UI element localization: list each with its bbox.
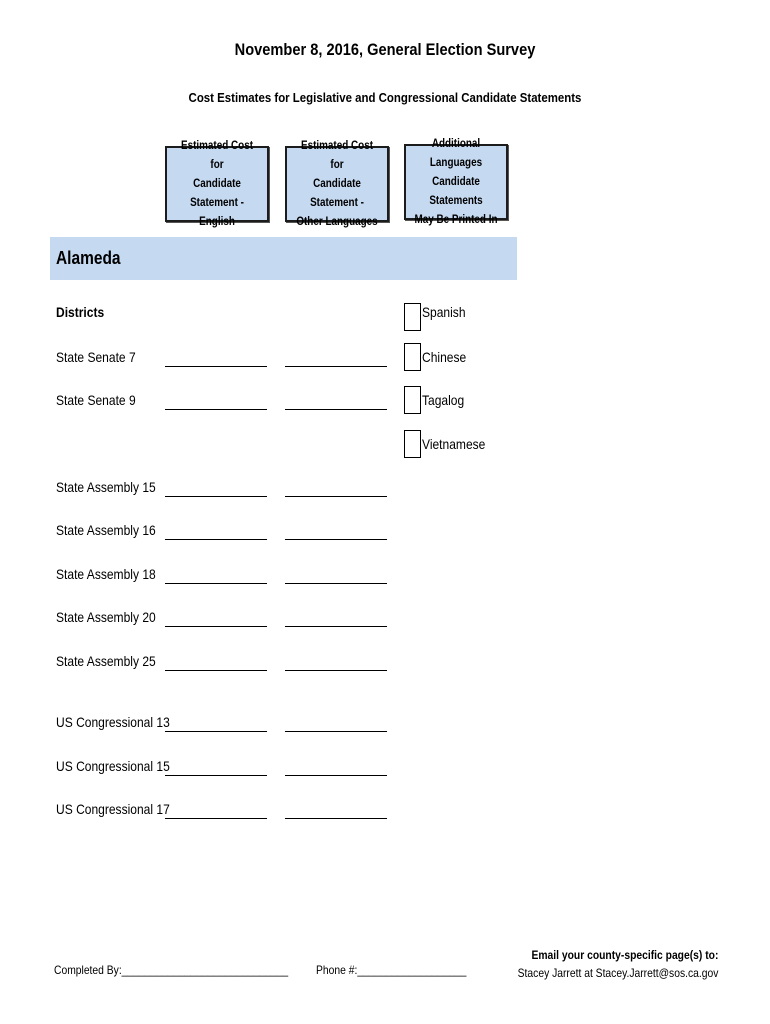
district-label: State Assembly 20 [56,609,156,625]
header-cost-other-languages [285,139,389,228]
cost-other-field[interactable] [285,731,387,732]
cost-english-field[interactable] [165,496,267,497]
cost-english-field[interactable] [165,670,267,671]
cost-english-field[interactable] [165,818,267,819]
district-label: US Congressional 13 [56,714,170,730]
cost-other-field[interactable] [285,496,387,497]
cost-other-field[interactable] [285,626,387,627]
header-additional-languages [404,137,508,226]
email-contact[interactable]: Stacey Jarrett at Stacey.Jarrett@sos.ca.gov [517,966,718,980]
district-label: State Senate 9 [56,392,136,408]
cost-english-field[interactable] [165,583,267,584]
vietnamese-label: Vietnamese [422,436,486,452]
header-cost-english [165,139,269,228]
vietnamese-checkbox[interactable] [404,430,421,458]
cost-english-field[interactable] [165,366,267,367]
spanish-label: Spanish [422,304,466,320]
cost-other-field[interactable] [285,366,387,367]
cost-other-field[interactable] [285,775,387,776]
chinese-checkbox[interactable] [404,343,421,371]
cost-other-field[interactable] [285,818,387,819]
header-cost-other-languages-label: Estimated Cost for Candidate Statement - Other Languages [296,139,378,228]
cost-other-field[interactable] [285,670,387,671]
page-title: November 8, 2016, General Election Survey [234,40,536,59]
chinese-label: Chinese [422,349,467,365]
header-cost-english-label: Estimated Cost for Candidate Statement - English [181,139,253,228]
phone-field[interactable]: Phone #:___________________ [316,963,467,977]
district-label: State Assembly 16 [56,522,156,538]
county-name: Alameda [56,248,121,268]
spanish-checkbox[interactable] [404,303,421,331]
cost-english-field[interactable] [165,775,267,776]
cost-english-field[interactable] [165,626,267,627]
districts-heading: Districts [56,304,105,320]
district-label: State Assembly 25 [56,653,156,669]
district-label: State Senate 7 [56,349,136,365]
district-label: US Congressional 15 [56,758,170,774]
tagalog-label: Tagalog [422,392,465,408]
cost-other-field[interactable] [285,409,387,410]
cost-english-field[interactable] [165,731,267,732]
district-label: US Congressional 17 [56,801,170,817]
cost-other-field[interactable] [285,583,387,584]
tagalog-checkbox[interactable] [404,386,421,414]
cost-english-field[interactable] [165,539,267,540]
cost-english-field[interactable] [165,409,267,410]
header-additional-languages-label: Additional Languages Candidate Statements May Be Printed In [414,137,498,226]
district-label: State Assembly 15 [56,479,156,495]
email-instructions [517,946,718,982]
cost-other-field[interactable] [285,539,387,540]
completed-by-field[interactable]: Completed By:_____________________________ [54,963,289,977]
page-subtitle: Cost Estimates for Legislative and Congressional Candidate Statements [188,90,582,105]
district-label: State Assembly 18 [56,566,156,582]
email-heading: Email your county-specific page(s) to: [531,948,718,962]
